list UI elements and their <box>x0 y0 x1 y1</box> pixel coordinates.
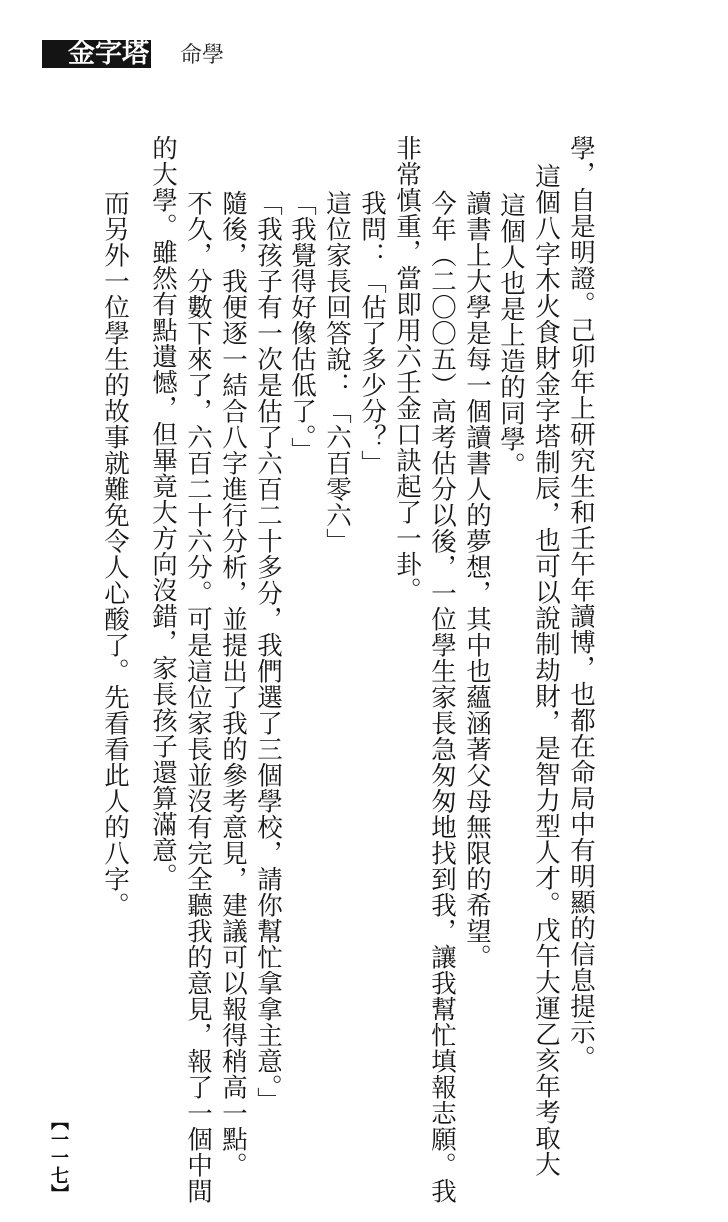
book-title-block: 金字塔 <box>42 40 151 68</box>
text-column: 學，自是明證。己卯年上研究生和壬午年讀博，也都在命局中有明顯的信息提示。 <box>566 135 596 1071</box>
text-column: 「我覺得好像估低了。」 <box>287 190 317 464</box>
text-column: 這位家長回答說：「六百零六」 <box>322 190 352 554</box>
text-column: 這個人也是上造的同學。 <box>496 192 526 478</box>
text-column: 今年（二〇〇五）高考估分以後，一位學生家長急匆匆地找到我，讓我幫忙填報志願。我 <box>427 190 457 1204</box>
page-number: 【一一七】 <box>48 1112 69 1202</box>
text-column: 這個八字木火食財金字塔制辰，也可以說制劫財，是智力型人才。戊午大運乙亥年考取大 <box>531 163 561 1177</box>
text-column: 我問：「估了多少分？」 <box>357 190 387 476</box>
text-column: 「我孩子有一次是估了六百二十多分，我們選了三個學校，請你幫忙拿拿主意。」 <box>253 190 283 1114</box>
text-column: 非常慎重，當即用六壬金口訣起了一卦。 <box>392 135 422 603</box>
text-column: 隨後，我便逐一結合八字進行分析，並提出了我的參考意見，建議可以報得稍高一點。 <box>218 190 248 1178</box>
text-column: 不久，分數下來了，六百二十六分。可是這位家長並沒有完全聽我的意見，報了一個中間 <box>183 190 213 1204</box>
text-column: 讀書上大學是每一個讀書人的夢想，其中也蘊涵著父母無限的希望。 <box>462 190 492 970</box>
book-title-tail: 命學 <box>180 43 225 68</box>
text-column: 而另外一位學生的故事就難免令人心酸了。先看看此人的八字。 <box>100 190 130 918</box>
text-column: 的大學。雖然有點遺憾，但畢竟大方向沒錯，家長孩子還算滿意。 <box>148 135 178 889</box>
